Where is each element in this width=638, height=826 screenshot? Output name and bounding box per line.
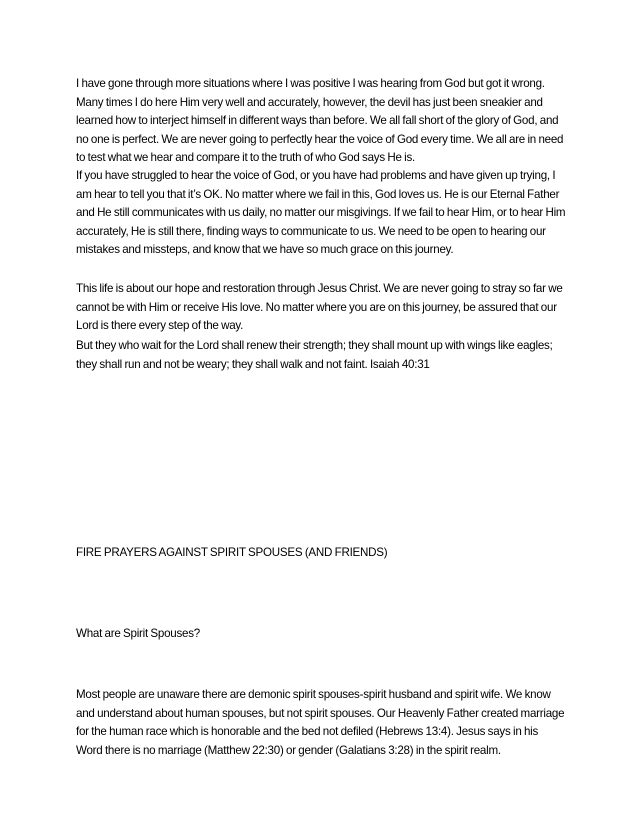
paragraph-hearing-god: I have gone through more situations where I was positive I was hearing from God but got it wrong. Many times I do here Him very well and accurately, however, the devil has just been sneakier and learned how to interject himself in different ways than before. We all fall short of the glory of God, and no one is perfect. We are never going to perfectly hear the voice of God every time. We all are in need to test what we hear and compare it to the truth of who God says He is. bbox=[76, 77, 564, 164]
paragraph-isaiah-quote: But they who wait for the Lord shall renew their strength; they shall mount up with wings like eagles; they shall run and not be weary; they shall walk and not faint. Isaiah 40:31 bbox=[76, 339, 553, 371]
paragraph-spirit-spouses: Most people are unaware there are demonic spirit spouses-spirit husband and spirit wife. We know and understand about human spouses, but not spirit spouses. Our Heavenly Father created marriage for the human race which is honorable and the bed not defiled (Hebrews 13:4). Jesus says in his Word there is no marriage (Matthew 22:30) or gender (Galatians 3:28) in the spirit realm. bbox=[76, 688, 565, 757]
section-heading: FIRE PRAYERS AGAINST SPIRIT SPOUSES (AND FRIENDS) bbox=[76, 546, 388, 559]
paragraph-hope-restoration: This life is about our hope and restoration through Jesus Christ. We are never going to stray so far we cannot be with Him or receive His love. No matter where you are on this journey, be assured that our Lord is there every step of the way. bbox=[76, 282, 563, 332]
paragraph-struggled-to-hear: If you have struggled to hear the voice of God, or you have had problems and have given up trying, I am hear to tell you that it’s OK. No matter where we fail in this, God loves us. He is our Eternal Father and He still communicates with us daily, no matter our misgivings. If we fail to hear Him, or to hear Him accurately, He is still there, finding ways to communicate to us. We need to be open to hearing our mistakes and missteps, and know that we have so much grace on this journey. bbox=[76, 169, 566, 256]
section-subheading: What are Spirit Spouses? bbox=[76, 627, 200, 640]
